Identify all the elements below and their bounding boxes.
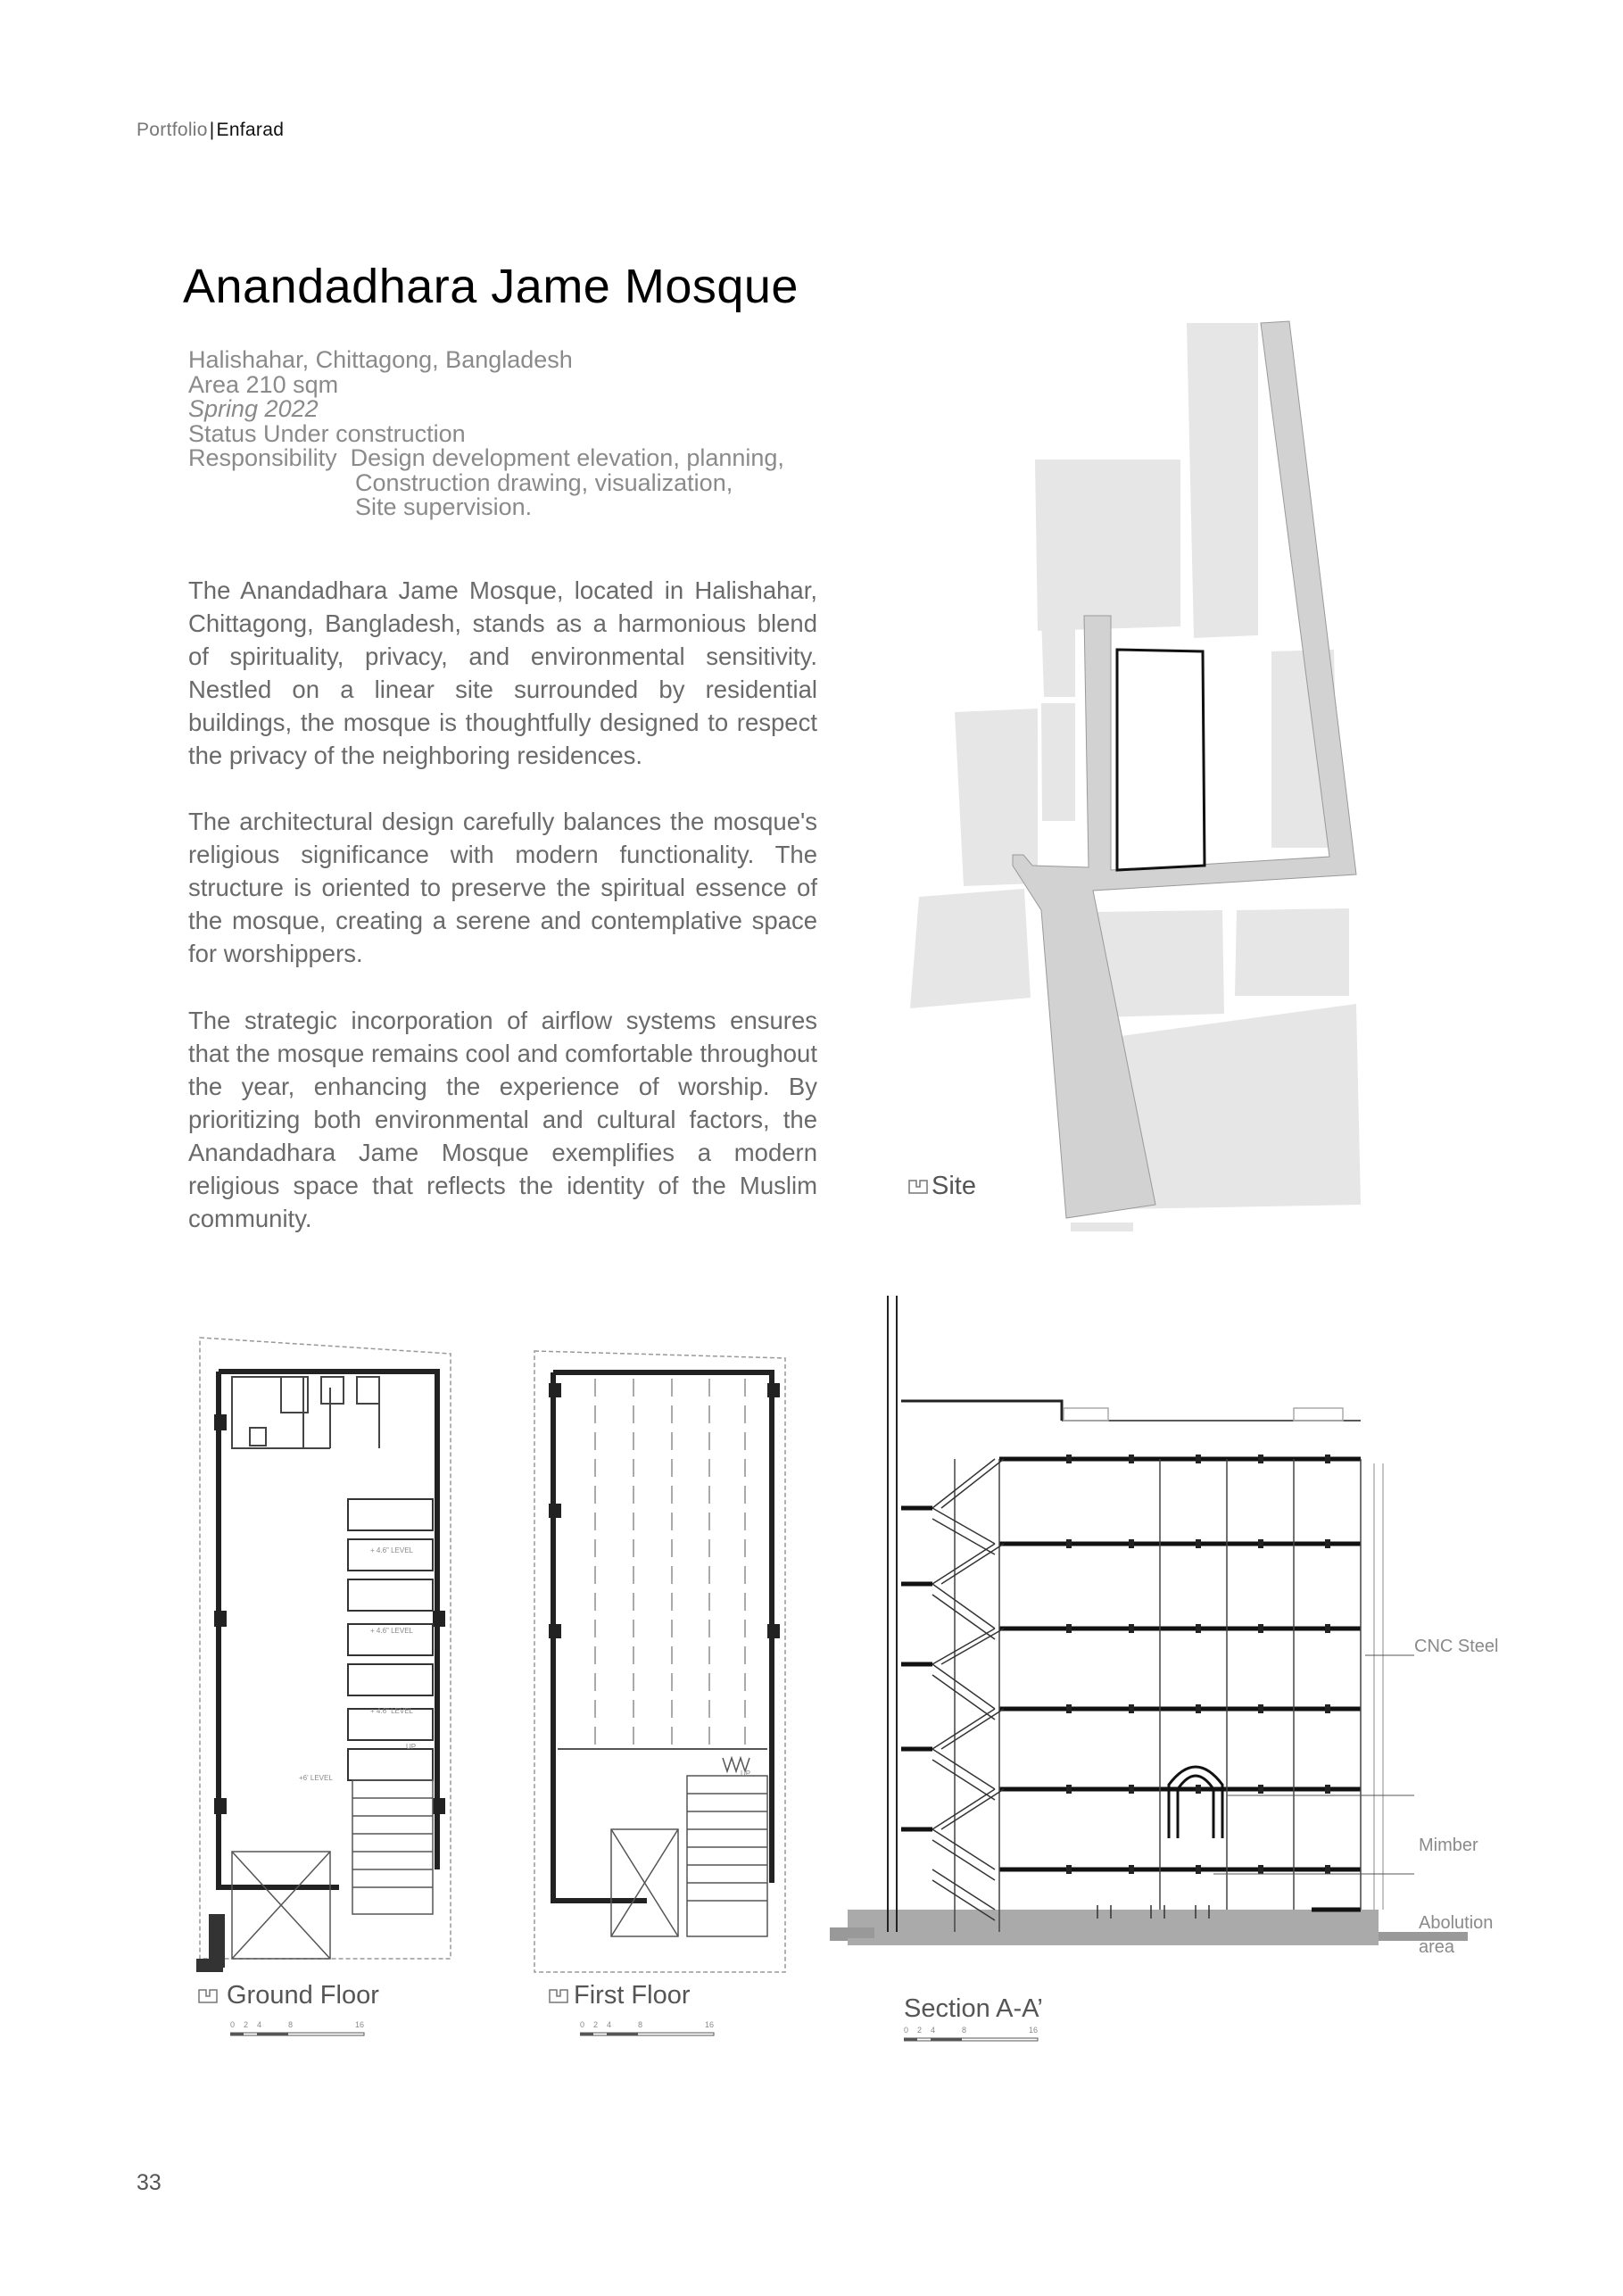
- svg-text:0: 0: [580, 2020, 585, 2029]
- ground-floor-caption-label: Ground Floor: [227, 1981, 379, 2010]
- project-date: Spring 2022: [188, 395, 319, 422]
- up-label-ground: UP: [406, 1743, 417, 1751]
- annotation-abolution-line-1: Abolution: [1419, 1913, 1494, 1933]
- svg-text:4: 4: [257, 2020, 262, 2029]
- first-floor-caption-label: First Floor: [574, 1981, 691, 2010]
- section-scale-bar: [904, 2026, 1042, 2051]
- project-meta: [188, 348, 784, 520]
- book-icon: [908, 1179, 928, 1195]
- level-label-3: + 4.6" LEVEL: [370, 1707, 413, 1715]
- project-responsibility: [188, 446, 784, 471]
- project-status: Status Under construction: [188, 419, 466, 447]
- svg-text:16: 16: [355, 2020, 365, 2029]
- svg-text:2: 2: [917, 2026, 923, 2035]
- description-paragraph-3: The strategic incorporation of airflow systems ensures that the mosque remains cool and comfortable throughout the year, enhancing the experience of worship. By prioritizing both environmental and cultural factors, the Anandadhara Jame Mosque exemplifies a modern religious space that reflects the identity of the Muslim community.: [188, 1007, 817, 1232]
- ground-floor-plan-drawing: [196, 1334, 464, 1985]
- header-section: Portfolio: [137, 120, 208, 140]
- svg-text:16: 16: [705, 2020, 715, 2029]
- page-number: 33: [137, 2170, 161, 2195]
- project-location: Halishahar, Chittagong, Bangladesh: [188, 346, 573, 373]
- ground-floor-caption: [198, 1981, 379, 2010]
- level-label-1: + 4.6" LEVEL: [370, 1546, 413, 1554]
- responsibility-line-3: Site supervision.: [355, 493, 533, 520]
- first-floor-plan-drawing: [531, 1347, 799, 1977]
- description-paragraph-1: The Anandadhara Jame Mosque, located in Halishahar, Chittagong, Bangladesh, stands as a harmonious blend of spirituality, privacy, and environmental sensitivity. Nestled on a linear site surrounded by residential buildings, the mosque is thoughtfully designed to respect the privacy of the neighboring residences.: [188, 576, 817, 769]
- site-plot-outline: [1117, 650, 1205, 870]
- site-plan-drawing: [910, 312, 1410, 1231]
- svg-text:8: 8: [962, 2026, 967, 2035]
- responsibility-line-1: Design development elevation, planning,: [350, 444, 784, 471]
- project-area: Area 210 sqm: [188, 370, 339, 398]
- svg-text:8: 8: [638, 2020, 643, 2029]
- book-icon: [198, 1988, 218, 2004]
- site-caption-label: Site: [932, 1172, 976, 1200]
- svg-text:0: 0: [230, 2020, 236, 2029]
- section-drawing: [830, 1285, 1472, 1990]
- annotation-abolution-line-2: area: [1419, 1937, 1455, 1957]
- page-title: Anandadhara Jame Mosque: [183, 260, 799, 313]
- svg-text:16: 16: [1029, 2026, 1039, 2035]
- level-label-2: + 4.6" LEVEL: [370, 1627, 413, 1635]
- section-caption: Section A-A’: [904, 1994, 1043, 2023]
- responsibility-line-2: Construction drawing, visualization,: [355, 468, 733, 496]
- svg-text:4: 4: [931, 2026, 936, 2035]
- svg-text:0: 0: [904, 2026, 909, 2035]
- responsibility-label: Responsibility: [188, 444, 337, 471]
- site-caption: [908, 1172, 976, 1201]
- level-label-4: +6' LEVEL: [299, 1774, 333, 1782]
- header-separator: |: [209, 120, 215, 140]
- annotation-abolution: [1419, 1911, 1493, 1960]
- svg-text:2: 2: [244, 2020, 249, 2029]
- book-icon: [549, 1988, 568, 2004]
- svg-text:8: 8: [288, 2020, 294, 2029]
- header-brand: Enfarad: [216, 120, 285, 140]
- svg-text:2: 2: [593, 2020, 599, 2029]
- annotation-mimber: Mimber: [1419, 1836, 1478, 1855]
- description-paragraph-2: The architectural design carefully balances the mosque's religious significance with modern functionality. The structure is oriented to preserve the spiritual essence of the mosque, creating a serene and contemplative space for worshippers.: [188, 808, 817, 967]
- running-header: [137, 120, 284, 141]
- first-floor-caption: [549, 1981, 691, 2010]
- svg-text:4: 4: [607, 2020, 612, 2029]
- first-floor-scale-bar: [580, 2020, 718, 2045]
- ground-floor-scale-bar: [230, 2020, 368, 2045]
- annotation-cnc-steel: CNC Steel: [1414, 1637, 1499, 1656]
- up-label-first: UP: [741, 1770, 751, 1778]
